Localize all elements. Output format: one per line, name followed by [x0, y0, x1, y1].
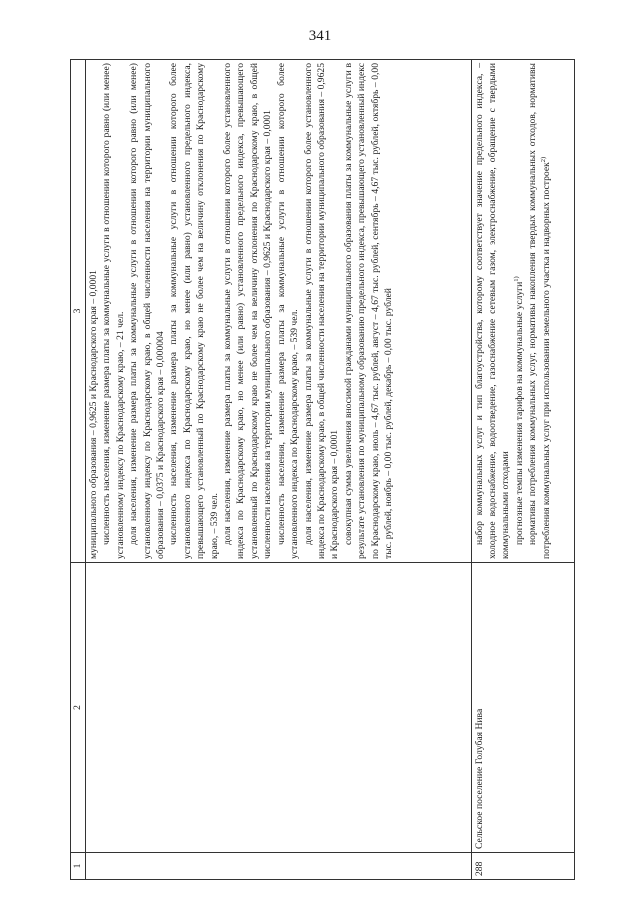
settlement-cell: Сельское поселение Голубая Нива: [471, 563, 574, 853]
row-number-cell: [86, 853, 472, 880]
indicator-text: набор коммунальных услуг и тип благоустройства, которому соответствует значение предельного индекса, – холодное водоснабжение, водоотведение, газоснабжение сетевым газом, электроснабжение, обращение с твердыми коммунальными отходами: [473, 63, 512, 559]
column-header-1: 1: [71, 853, 86, 880]
indicators-cell: [471, 60, 574, 563]
indicator-text: доля населения, изменение размера платы за коммунальные услуги в отношении которого более установленного индекса по Краснодарскому краю, но менее (или равно) установленного предельного индекса, превышающего установленный по Краснодарскому краю не более чем на величину отклонения по Краснодарскому краю, в общей численности населения на территории муниципального образования – 0,9625 и Краснодарского края – 0,0001: [222, 63, 274, 559]
row-number-cell: 288: [471, 853, 574, 880]
table-header-row: [71, 60, 86, 880]
document-table: [70, 59, 575, 880]
footnote-mark: 2): [539, 156, 547, 163]
indicator-text: численность населения, изменение размера платы за коммунальные услуги в отношении которого более установленного индекса по Краснодарскому краю, но менее (или равно) установленного предельного индекса, превышающего установленный по Краснодарскому краю не более чем на величину отклонения по Краснодарскому краю, – 539 чел.: [168, 63, 220, 559]
column-header-3: 3: [71, 60, 86, 563]
indicator-text: совокупная сумма увеличения вносимой гражданами муниципального образования платы за коммунальные услуги в результате установления по муниципальному образованию предельного индекса, превышающего установленный индекс по Краснодарскому краю, июль – 4,67 тыс. рублей, август – 4,67 тыс. рублей, сентябрь – 4,67 тыс. рублей, октябрь – 0,00 тыс. рублей, ноябрь – 0,00 тыс. рублей, декабрь – 0,00 тыс. рублей: [342, 63, 394, 559]
footnote-mark: 1): [512, 276, 520, 282]
indicator-text-span: прогнозные темпы изменения тарифов на коммунальные услуги: [513, 281, 525, 545]
table-row: [86, 60, 472, 880]
indicator-text: численность населения, изменение размера платы за коммунальные услуги в отношении которого равно (или менее) установленному индексу по Краснодарскому краю, – 21 чел.: [101, 63, 126, 559]
indicator-text-span: нормативы потребления коммунальных услуг, нормативы накопления твердых коммунальных отходов, нормативы потребления коммунальных услуг при использовании земельного участка и надворных построек: [527, 63, 552, 559]
indicators-cell: [86, 60, 472, 563]
indicator-text: [513, 63, 526, 559]
column-header-2: 2: [71, 563, 86, 853]
indicator-text: [526, 63, 553, 559]
page-number: 341: [308, 28, 332, 44]
indicator-text: доля населения, изменение размера платы за коммунальные услуги в отношении которого равно (или менее) установленному индексу по Краснодарскому краю, в общей численности населения на территории муниципального образования – 0,0375 и Краснодарского края – 0,000004: [128, 63, 167, 559]
settlement-cell: [86, 563, 472, 853]
indicator-text: муниципального образования – 0,9625 и Краснодарского края – 0,0001: [88, 270, 99, 559]
table-row: [471, 60, 574, 880]
indicator-text: численность населения, изменение размера платы за коммунальные услуги в отношении которого более установленного индекса по Краснодарскому краю, – 539 чел.: [275, 63, 301, 559]
indicator-text: доля населения, изменение размера платы за коммунальные услуги в отношении которого более установленного индекса по Краснодарскому краю, в общей численности населения на территории муниципального образования – 0,9625 и Краснодарского края – 0,0001: [302, 63, 341, 559]
